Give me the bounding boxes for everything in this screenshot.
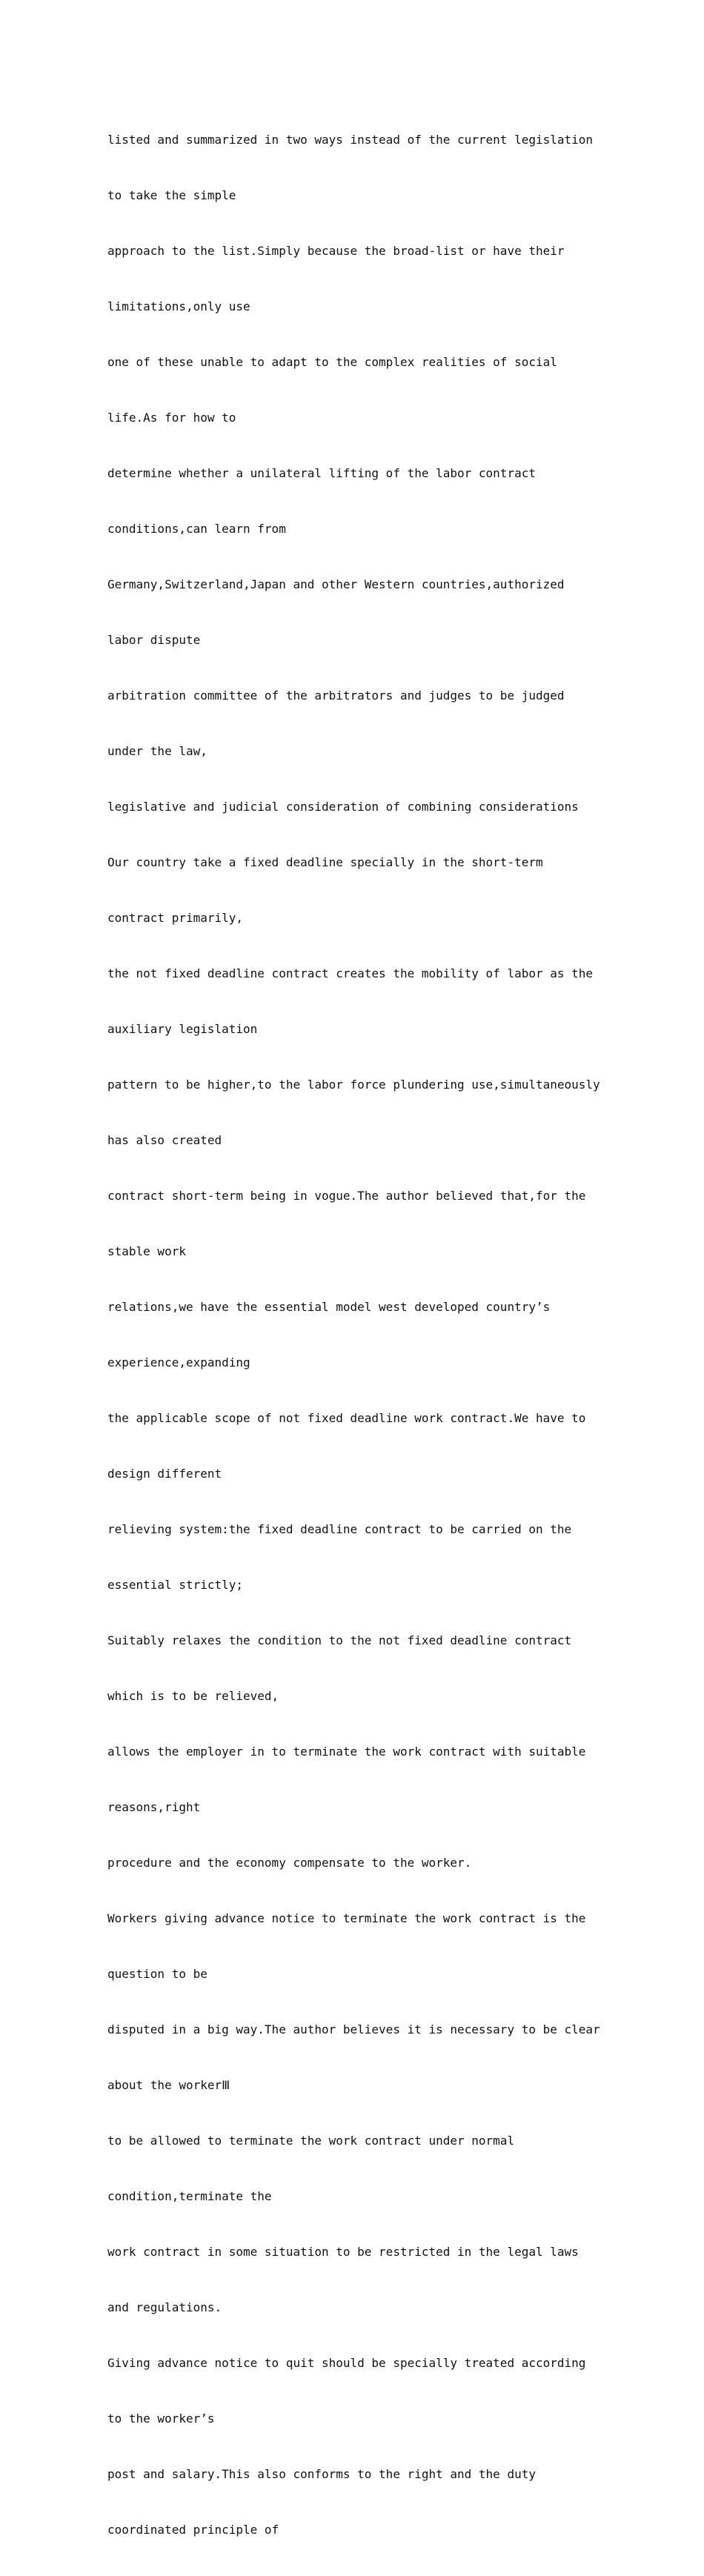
text-line: experience,expanding xyxy=(107,1355,250,1370)
text-line: stable work xyxy=(107,1244,186,1258)
body-text xyxy=(107,93,619,2576)
text-line: approach to the list.Simply because the broad-list or have their xyxy=(107,244,565,258)
text-line: question to be xyxy=(107,1967,207,1981)
text-line: auxiliary legislation xyxy=(107,1022,258,1036)
text-line: relieving system:the fixed deadline contract to be carried on the xyxy=(107,1522,572,1536)
text-line: has also created xyxy=(107,1133,222,1147)
text-line: to take the simple xyxy=(107,188,236,202)
text-line: life.As for how to xyxy=(107,411,236,425)
text-line: condition,terminate the xyxy=(107,2189,272,2203)
text-line: pattern to be higher,to the labor force plundering use,simultaneously xyxy=(107,1078,600,1092)
text-line: essential strictly; xyxy=(107,1578,244,1592)
text-line: allows the employer in to terminate the work contract with suitable xyxy=(107,1745,586,1759)
text-line: arbitration committee of the arbitrators and judges to be judged xyxy=(107,688,565,703)
text-line: Suitably relaxes the condition to the not fixed deadline contract xyxy=(107,1633,572,1647)
text-line: contract short-term being in vogue.The author believed that,for the xyxy=(107,1189,586,1203)
text-line: reasons,right xyxy=(107,1800,201,1814)
text-line: design different xyxy=(107,1467,222,1481)
text-line: one of these unable to adapt to the complex realities of social xyxy=(107,355,557,369)
text-line: listed and summarized in two ways instead of the current legislation xyxy=(107,133,594,147)
text-line: the applicable scope of not fixed deadline work contract.We have to xyxy=(107,1411,586,1425)
text-line: Our country take a fixed deadline specially in the short-term xyxy=(107,855,543,869)
text-line: conditions,can learn from xyxy=(107,522,286,536)
text-line: contract primarily, xyxy=(107,911,244,925)
text-line: Workers giving advance notice to terminate the work contract is the xyxy=(107,1911,586,1925)
text-line: legislative and judicial consideration of combining considerations xyxy=(107,800,579,814)
text-line: Germany,Switzerland,Japan and other Western countries,authorized xyxy=(107,577,565,591)
text-line: Giving advance notice to quit should be specially treated according xyxy=(107,2356,586,2370)
text-line: procedure and the economy compensate to the worker. xyxy=(107,1856,472,1870)
text-line: to the worker’s xyxy=(107,2411,215,2426)
text-line: and regulations. xyxy=(107,2300,222,2314)
text-line: about the workerⅢ xyxy=(107,2078,230,2092)
text-line: labor dispute xyxy=(107,633,201,647)
text-line: the not fixed deadline contract creates the mobility of labor as the xyxy=(107,966,594,980)
text-line: under the law, xyxy=(107,744,207,758)
text-line: coordinated principle of xyxy=(107,2523,279,2537)
text-line: limitations,only use xyxy=(107,299,250,313)
text-line: to be allowed to terminate the work contract under normal xyxy=(107,2134,515,2148)
text-line: which is to be relieved, xyxy=(107,1689,279,1703)
text-line: work contract in some situation to be restricted in the legal laws xyxy=(107,2245,579,2259)
text-line: post and salary.This also conforms to the right and the duty xyxy=(107,2467,536,2481)
text-line: determine whether a unilateral lifting of the labor contract xyxy=(107,466,536,480)
text-line: relations,we have the essential model west developed country’s xyxy=(107,1300,551,1314)
text-line: disputed in a big way.The author believes it is necessary to be clear xyxy=(107,2022,600,2036)
